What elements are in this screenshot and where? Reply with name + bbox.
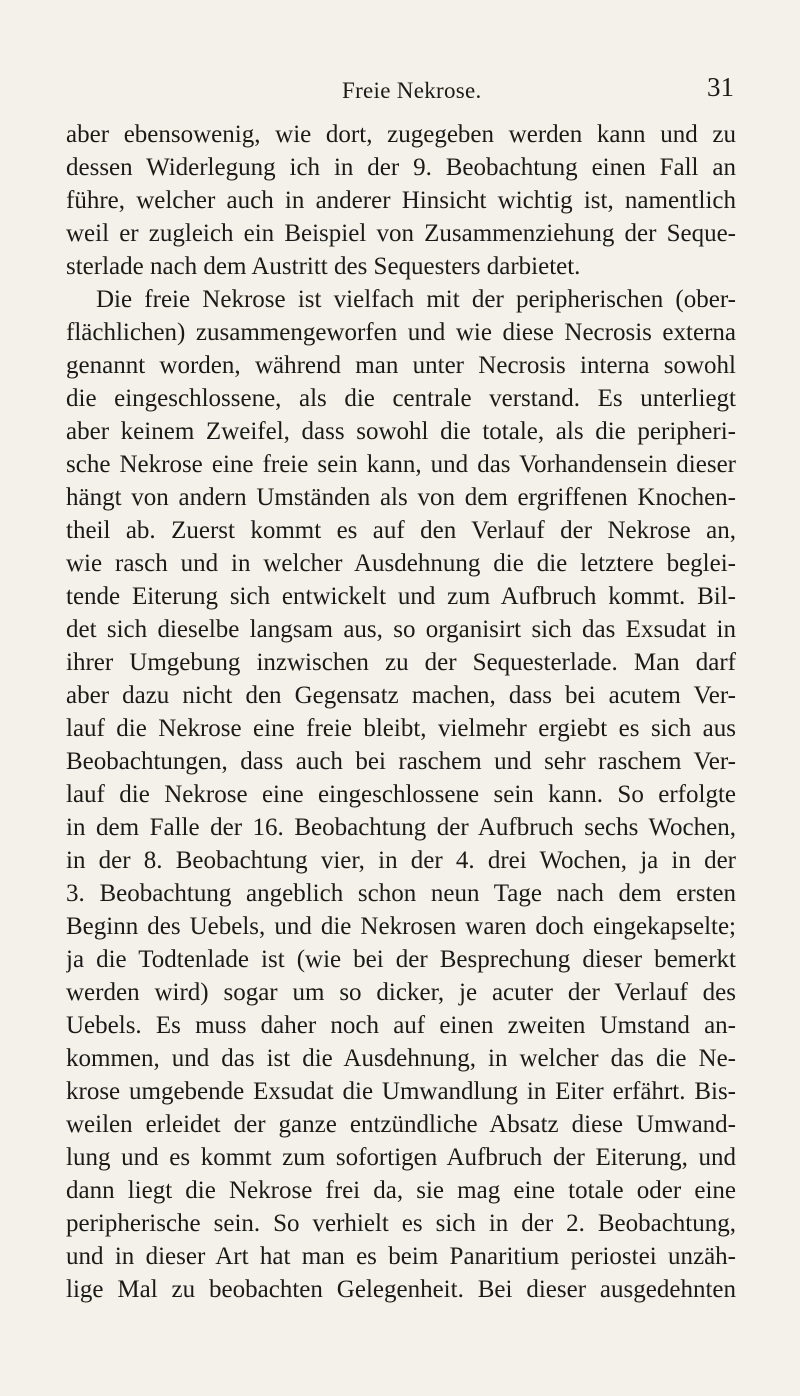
text-line: ihrer Umgebung inzwischen zu der Sequesterlade. Man darf — [66, 649, 736, 676]
text-line: lauf die Nekrose eine eingeschlossene sein kann. So erfolgte — [66, 781, 736, 808]
text-line: sche Nekrose eine freie sein kann, und das Vorhandensein dieser — [66, 451, 736, 478]
text-line: 3. Beobachtung angeblich schon neun Tage nach dem ersten — [66, 880, 736, 907]
text-line: flächlichen) zusammengeworfen und wie diese Necrosis externa — [66, 319, 736, 346]
text-line: kommen, und das ist die Ausdehnung, in welcher das die Ne- — [66, 1045, 736, 1072]
text-line: und in dieser Art hat man es beim Panaritium periostei unzäh- — [66, 1243, 736, 1270]
text-line: Beobachtungen, dass auch bei raschem und sehr raschem Ver- — [66, 748, 736, 775]
text-line: genannt worden, während man unter Necrosis interna sowohl — [66, 352, 736, 379]
text-line: Beginn des Uebels, und die Nekrosen waren doch eingekapselte; — [66, 913, 736, 940]
text-line: Die freie Nekrose ist vielfach mit der peripherischen (ober- — [96, 286, 736, 313]
text-line: krose umgebende Exsudat die Umwandlung in Eiter erfährt. Bis- — [66, 1078, 736, 1105]
text-line: in dem Falle der 16. Beobachtung der Aufbruch sechs Wochen, — [66, 814, 736, 841]
page-number: 31 — [707, 72, 734, 102]
text-line: lige Mal zu beobachten Gelegenheit. Bei dieser ausgedehnten — [66, 1276, 736, 1303]
text-line: führe, welcher auch in anderer Hinsicht wichtig ist, namentlich — [66, 187, 736, 214]
text-line: wie rasch und in welcher Ausdehnung die die letztere beglei- — [66, 550, 736, 577]
text-line: aber ebensowenig, wie dort, zugegeben werden kann und zu — [66, 121, 736, 148]
text-line: dann liegt die Nekrose frei da, sie mag eine totale oder eine — [66, 1177, 736, 1204]
text-line: Uebels. Es muss daher noch auf einen zweiten Umstand an- — [66, 1012, 736, 1039]
text-line: weil er zugleich ein Beispiel von Zusammenziehung der Seque- — [66, 220, 736, 247]
text-line: aber keinem Zweifel, dass sowohl die totale, als die peripheri- — [66, 418, 736, 445]
text-line: ja die Todtenlade ist (wie bei der Besprechung dieser bemerkt — [66, 946, 736, 973]
text-line: lung und es kommt zum sofortigen Aufbruch der Eiterung, und — [66, 1144, 736, 1171]
text-line: theil ab. Zuerst kommt es auf den Verlauf der Nekrose an, — [66, 517, 736, 544]
text-line: die eingeschlossene, als die centrale verstand. Es unterliegt — [66, 385, 736, 412]
running-head: Freie Nekrose. — [342, 78, 482, 103]
text-line: aber dazu nicht den Gegensatz machen, dass bei acutem Ver- — [66, 682, 736, 709]
text-line: tende Eiterung sich entwickelt und zum Aufbruch kommt. Bil- — [66, 583, 736, 610]
body-text — [66, 118, 736, 1306]
text-line: in der 8. Beobachtung vier, in der 4. drei Wochen, ja in der — [66, 847, 736, 874]
text-line: peripherische sein. So verhielt es sich in der 2. Beobachtung, — [66, 1210, 736, 1237]
text-line: hängt von andern Umständen als von dem ergriffenen Knochen- — [66, 484, 736, 511]
text-line: weilen erleidet der ganze entzündliche Absatz diese Umwand- — [66, 1111, 736, 1138]
text-line: sterlade nach dem Austritt des Sequesters darbietet. — [66, 253, 581, 280]
text-line: werden wird) sogar um so dicker, je acuter der Verlauf des — [66, 979, 736, 1006]
text-line: dessen Widerlegung ich in der 9. Beobachtung einen Fall an — [66, 154, 736, 181]
text-line: lauf die Nekrose eine freie bleibt, vielmehr ergiebt es sich aus — [66, 715, 736, 742]
text-line: det sich dieselbe langsam aus, so organisirt sich das Exsudat in — [66, 616, 736, 643]
